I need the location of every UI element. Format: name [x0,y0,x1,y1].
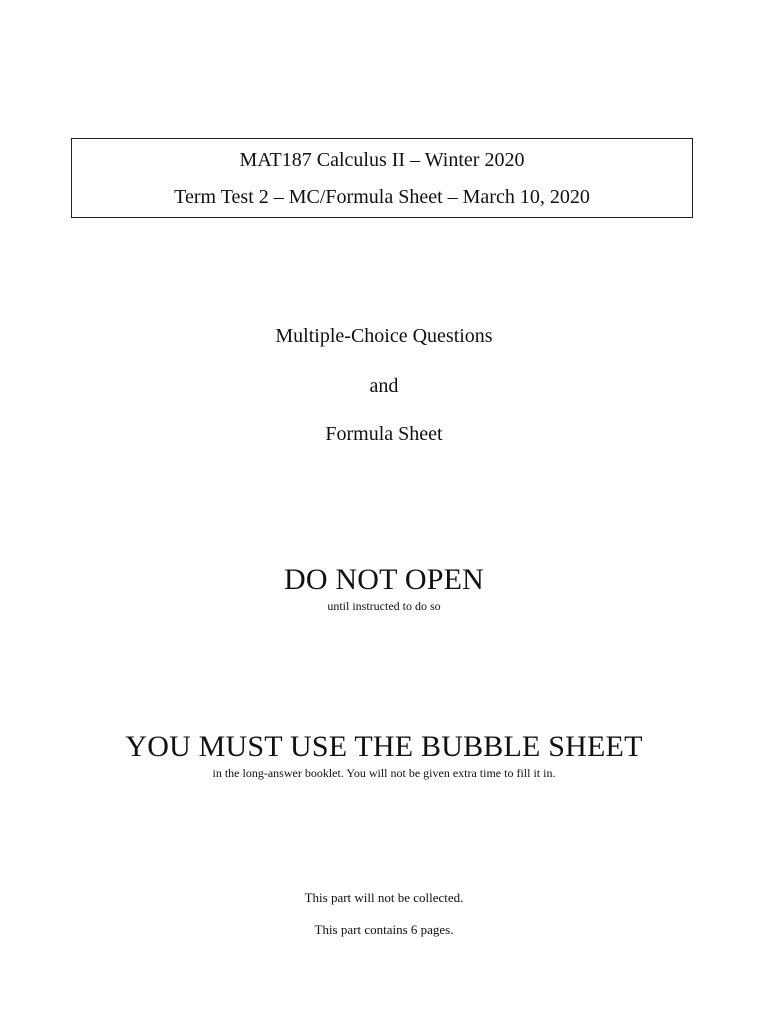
bubble-sheet-heading: YOU MUST USE THE BUBBLE SHEET [125,730,643,763]
do-not-open-subtext: until instructed to do so [327,599,441,613]
title-box [71,138,693,218]
contents-line-3: Formula Sheet [325,423,443,445]
course-title: MAT187 Calculus II – Winter 2020 [239,149,525,171]
not-collected-note: This part will not be collected. [304,890,464,905]
bubble-sheet-subtext: in the long-answer booklet. You will not be given extra time to fill it in. [212,766,556,780]
contents-line-1: Multiple-Choice Questions [275,325,493,347]
test-title: Term Test 2 – MC/Formula Sheet – March 10, 2020 [174,186,590,208]
do-not-open-heading: DO NOT OPEN [284,563,484,596]
contents-line-2: and [369,375,399,397]
page-count-note: This part contains 6 pages. [314,922,454,937]
